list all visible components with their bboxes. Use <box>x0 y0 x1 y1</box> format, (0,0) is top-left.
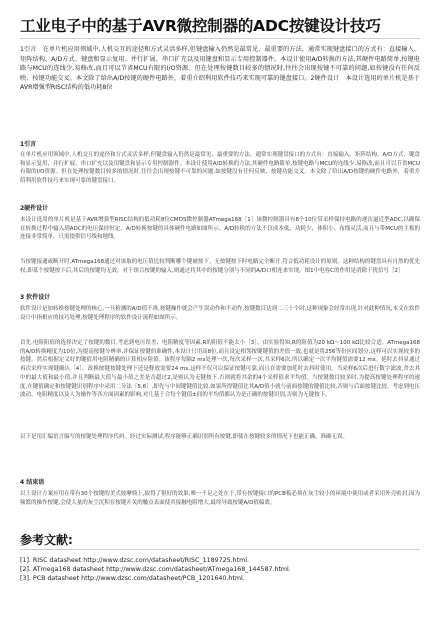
references-title: 参考文献: <box>20 533 73 547</box>
section-heading-hardware: 2硬件设计 <box>20 205 49 212</box>
reference-item: [2]. ATmega168 datasheet http://www.dzsc.com/datasheet/ATmega168_144587.html. <box>20 566 291 574</box>
references-divider <box>20 549 420 550</box>
reference-list <box>20 556 420 584</box>
software-paragraph-2: 首先,电阻阻值的选择决定了按键的数目,考虑到电压误差、电阻精度等因素,R的阻值不能太小［3］。由实验得知,R的阻值为20 kΩ～100 kΩ比较合适。ATmega168的A/D转换精度为10位,为提高按键分辨率,并保证按键的准确性,本设计只用高8位,而且设定相邻按键键值的差值一致,也就是将256等份区间划分,这样可以实现较多的按键。然后根据定义好的键值用电阻精确的计算相应阻值。该程序每隔2 ms处理一次,每次采样一次,共采样6次,所以确定一次平均键值需要12 ms。延时去抖显通过再次采样实现键确认［4］。改换按键按键处理下还是释放需要24 ms,这样不仅可以保证按键可靠,而且在需要加延时去抖时使用。当采样6次后进行数字滤波,舍去其中的最大值和最小值,并且判断最大值与最小值之差是否超过2,是则认为无键按下,否则就将其余的4个采样值求平均值。当按键数目较多时,为提高按键处理程序的速度,在键值确定和按键键识别程序中采用二分法［5,6］,即先与中间键键值比较,如果所得键值比其A/D值小就与前面按键的键值比较,否则与后面按键比较。考虑到电压波动、电阻精度以及人为操作等各方面因素的影响,对几基于合每个键值±间的平均值都认为是正确的按键识别,否则为无键按下。 <box>20 340 420 399</box>
section-intro-paragraph: 在单片机应用领域中,人机交互的途径和方式灵活多样,但键盘输入仍然是最常见、最重要的方法。通常实现键盘接口的方式有：直接输入、矩阵结构、A/D方式、键盘和显示复用、并行扩展、串口扩充以及用键盘和显示专用控制器件。本设计使用A/D转换的方法,其硬件电路简单,按键电路与MCU的连线少,易修改,而且可以节省MCU有限的I/O资源。但在处理按键数目较多的情况时,往往会出现按键不可靠的问题,如按键没有任何反映、按键功能交叉。本文除了给出A/D按键的硬件电路外，着重介绍利用软件技巧来实现可靠的键盘接口。 <box>20 152 420 185</box>
reference-item: [3]. PCB datasheet http://www.dzsc.com/datasheet/PCB_1201640.html. <box>20 575 245 583</box>
hardware-paragraph-2: 当按键接通或断开时,ATmega168通过对该取的电压值比较判断哪个键被按下。无按键按下时电路完全断开,符合低功耗设计的原则。这种结构的键盘具有自然的优先权,即某个按键按下后,其后的按键均无效。对于组合按键的输入,则通过将其中的按键分别与不同的A/D口相连来实现。图1中电容C的作用是消除干扰信号［2］ <box>20 259 420 274</box>
software-paragraph-1: 软件设计是加转换按键处理的核心,一旦检测的A/D值不准,按键操作就会产生误动作和不动作,按键数目达到二三十个时,这种现象会经常出现,针对此种情况,本文在软件设计中指相应的技巧处理,按键处理程序的软件设计流程如图所示。 <box>20 306 420 321</box>
hardware-paragraph-1: 本设计选用的单片机是基于AVR增强型RISC结构的低功耗8位CMOS微控制器ATmega168［1］该微控制器具有8个10位带采样保持电路的逐次逼近型ADC,以确保在转换过程中输入到ADC的电压保持恒定。A/D转换按键的具体硬件电路如图所示。A/D转换的方法不仅成本低、功耗少、体积小、布线灵活,而且与带MCU的主板的连接非常简单，只需提供信号线和地线。 <box>20 217 420 241</box>
reference-item: [1]. RISC datasheet http://www.dzsc.com/datasheet/RISC_1189725.html. <box>20 557 249 564</box>
section-heading-software: 3 软件设计 <box>20 294 51 301</box>
conclusion-paragraph: 以上设计方案应用在带有30个按键的美式按摩椅上,取得了很好的效果,唯一不足之处在于,带有按键接口的PCB板必须在灰尘较小的环境中使用或者采用外壳密封,因为频繁的操作按键,会使大量的灰尘沉积在按键开关的触点表面使其接触电阻增大,最终导致按键A/D值偏离。 <box>20 491 420 506</box>
title-divider <box>20 38 420 39</box>
intro-paragraph: 1引言 在单片机应用领域中,人机交互的途径和方式灵活多样,但键盘输入仍然是最常见、最重要的方法。通常实现键盘接口的方式有：直接输入、矩阵结构、A/D方式、键盘和显示复用、并行扩展、串口扩充以及用键盘和显示专用控制器件。本设计使用A/D转换的方法,其硬件电路简单,按键电路与MCU的连线少,易修改,而且可以节省MCU有限的I/O资源。但在处理按键数目较多的情况时,往往会出现按键不可靠的问题,如按键没有任何反映、按键功能交叉。本文除了给出A/D按键的硬件电路外，着重介绍利用软件技巧来实现可靠的键盘接口。2硬件设计 本设计选用的单片机是基于AVR增强型RISC结构的低功耗8位 <box>20 46 420 91</box>
page-title: 工业电子中的基于AVR微控制器的ADC按键设计技巧 <box>20 17 381 35</box>
section-heading-conclusion: 4 结束语 <box>20 479 45 486</box>
software-paragraph-3: 以下是用汇编语言编写的按键处理程序代码。经过实际测试,程序能够正确识别所有按键,即使在按键较多的情况下也能正确、准确无误。 <box>20 434 349 440</box>
section-heading-intro: 1引言 <box>20 141 37 148</box>
